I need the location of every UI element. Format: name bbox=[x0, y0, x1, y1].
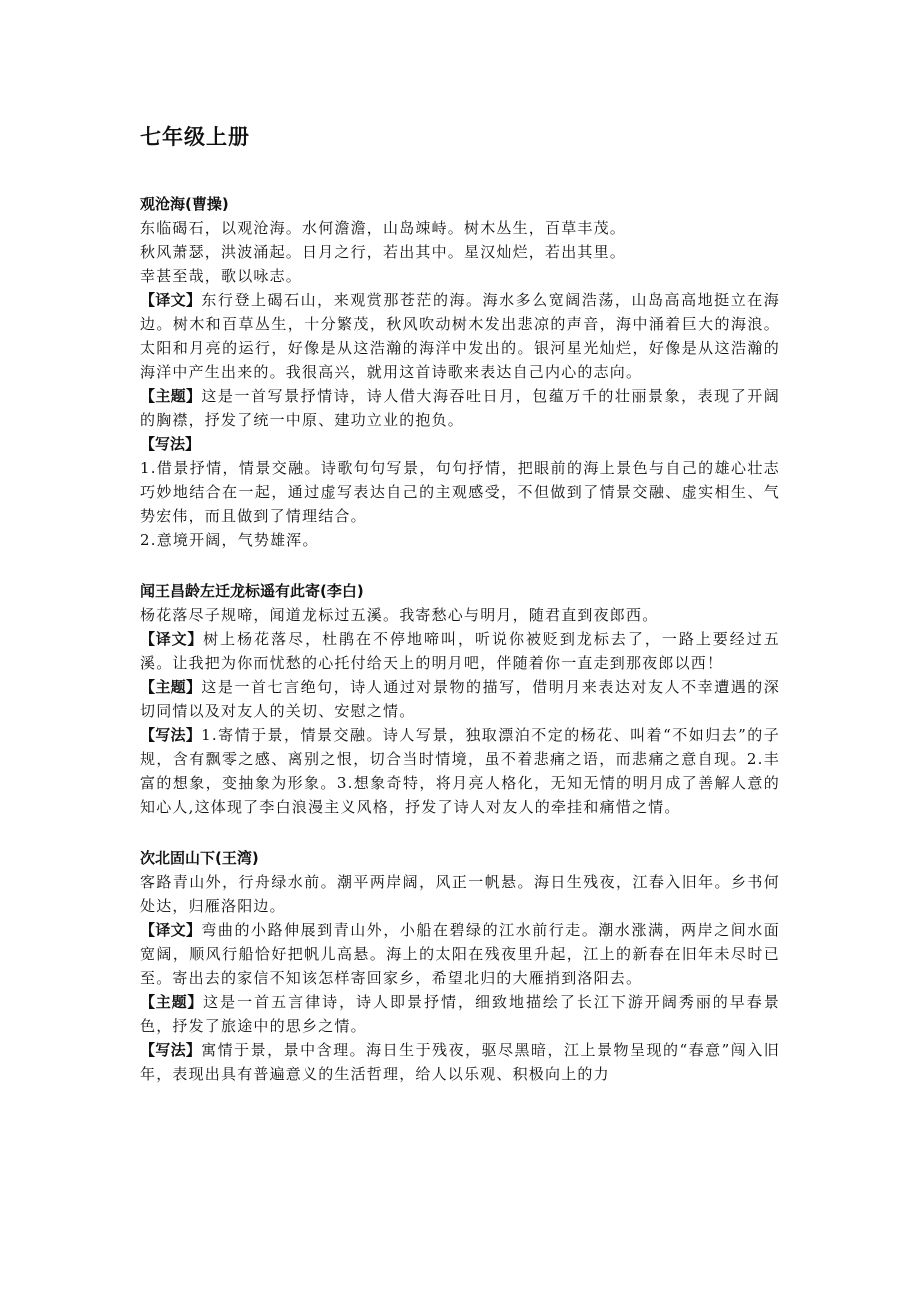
page-title: 七年级上册 bbox=[140, 125, 250, 149]
method-paragraph bbox=[140, 432, 780, 456]
translation-tag: 【译文】 bbox=[140, 630, 204, 648]
theme-text: 这是一首七言绝句，诗人通过对景物的描写，借明月来表达对友人不幸遭遇的深切同情以及对友人的关切、安慰之情。 bbox=[140, 678, 780, 720]
translation-tag: 【译文】 bbox=[140, 921, 202, 939]
translation-text: 树上杨花落尽，杜鹃在不停地啼叫，听说你被贬到龙标去了，一路上要经过五溪。让我把为你而忧愁的心托付给天上的明月吧，伴随着你一直走到那夜郎以西！ bbox=[140, 630, 780, 672]
translation-paragraph bbox=[140, 918, 780, 990]
poem-title: 闻王昌龄左迁龙标遥有此寄(李白) bbox=[140, 582, 364, 600]
poem-line: 幸甚至哉，歌以咏志。 bbox=[140, 267, 303, 285]
poem-line: 秋风萧瑟，洪波涌起。日月之行，若出其中。星汉灿烂，若出其里。 bbox=[140, 243, 627, 261]
poem-line: 东临碣石，以观沧海。水何澹澹，山岛竦峙。树木丛生，百草丰茂。 bbox=[140, 219, 627, 237]
theme-paragraph bbox=[140, 384, 780, 432]
poem-section bbox=[140, 192, 780, 552]
theme-tag: 【主题】 bbox=[140, 993, 204, 1011]
poem-line: 客路青山外，行舟绿水前。潮平两岸阔，风正一帆悬。海日生残夜，江春入旧年。乡书何处达，归雁洛阳边。 bbox=[140, 873, 780, 915]
translation-tag: 【译文】 bbox=[140, 291, 202, 309]
method-item: 1.借景抒情，情景交融。诗歌句句写景，句句抒情，把眼前的海上景色与自己的雄心壮志巧妙地结合在一起，通过虚写表达自己的主观感受，不但做到了情景交融、虚实相生、气势宏伟，而且做到了情理结合。 bbox=[140, 459, 780, 525]
translation-text: 东行登上碣石山，来观赏那苍茫的海。海水多么宽阔浩荡，山岛高高地挺立在海边。树木和百草丛生，十分繁茂，秋风吹动树木发出悲凉的声音，海中涌着巨大的海浪。太阳和月亮的运行，好像是从这浩瀚的海洋中发出的。银河星光灿烂，好像是从这浩瀚的海洋中产生出来的。我很高兴，就用这首诗歌来表达自己内心的志向。 bbox=[140, 291, 780, 381]
method-tag: 【写法】 bbox=[140, 1041, 202, 1059]
method-paragraph bbox=[140, 1038, 780, 1086]
method-item: 2.意境开阔，气势雄浑。 bbox=[140, 531, 319, 549]
method-tag: 【写法】 bbox=[140, 435, 201, 453]
translation-text: 弯曲的小路伸展到青山外，小船在碧绿的江水前行走。潮水涨满，两岸之间水面宽阔，顺风行船恰好把帆儿高悬。海上的太阳在残夜里升起，江上的新春在旧年未尽时已至。寄出去的家信不知该怎样寄回家乡，希望北归的大雁捎到洛阳去。 bbox=[140, 921, 780, 987]
poem-title: 次北固山下(王湾) bbox=[140, 849, 259, 867]
translation-paragraph bbox=[140, 288, 780, 384]
poem-section bbox=[140, 579, 780, 819]
theme-paragraph bbox=[140, 990, 780, 1038]
poem-title: 观沧海(曹操) bbox=[140, 195, 229, 213]
theme-paragraph bbox=[140, 675, 780, 723]
method-paragraph bbox=[140, 723, 780, 819]
translation-paragraph bbox=[140, 627, 780, 675]
document-page bbox=[140, 120, 780, 1113]
theme-tag: 【主题】 bbox=[140, 387, 202, 405]
theme-text: 这是一首五言律诗，诗人即景抒情，细致地描绘了长江下游开阔秀丽的早春景色，抒发了旅途中的思乡之情。 bbox=[140, 993, 780, 1035]
poem-section bbox=[140, 846, 780, 1086]
method-tag: 【写法】 bbox=[140, 726, 202, 744]
theme-tag: 【主题】 bbox=[140, 678, 202, 696]
theme-text: 这是一首写景抒情诗，诗人借大海吞吐日月，包蕴万千的壮丽景象，表现了开阔的胸襟，抒发了统一中原、建功立业的抱负。 bbox=[140, 387, 780, 429]
method-text: 1.寄情于景，情景交融。诗人写景，独取漂泊不定的杨花、叫着“不如归去”的子规，含有飘零之感、离别之恨，切合当时情境，虽不着悲痛之语，而悲痛之意自现。2.丰富的想象，变抽象为形象。3.想象奇特，将月亮人格化，无知无情的明月成了善解人意的知心人,这体现了李白浪漫主义风格，抒发了诗人对友人的牵挂和痛惜之情。 bbox=[140, 726, 780, 816]
method-text: 寓情于景，景中含理。海日生于残夜，驱尽黑暗，江上景物呈现的“春意”闯入旧年，表现出具有普遍意义的生活哲理，给人以乐观、积极向上的力 bbox=[140, 1041, 780, 1083]
poem-line: 杨花落尽子规啼，闻道龙标过五溪。我寄愁心与明月，随君直到夜郎西。 bbox=[140, 606, 659, 624]
